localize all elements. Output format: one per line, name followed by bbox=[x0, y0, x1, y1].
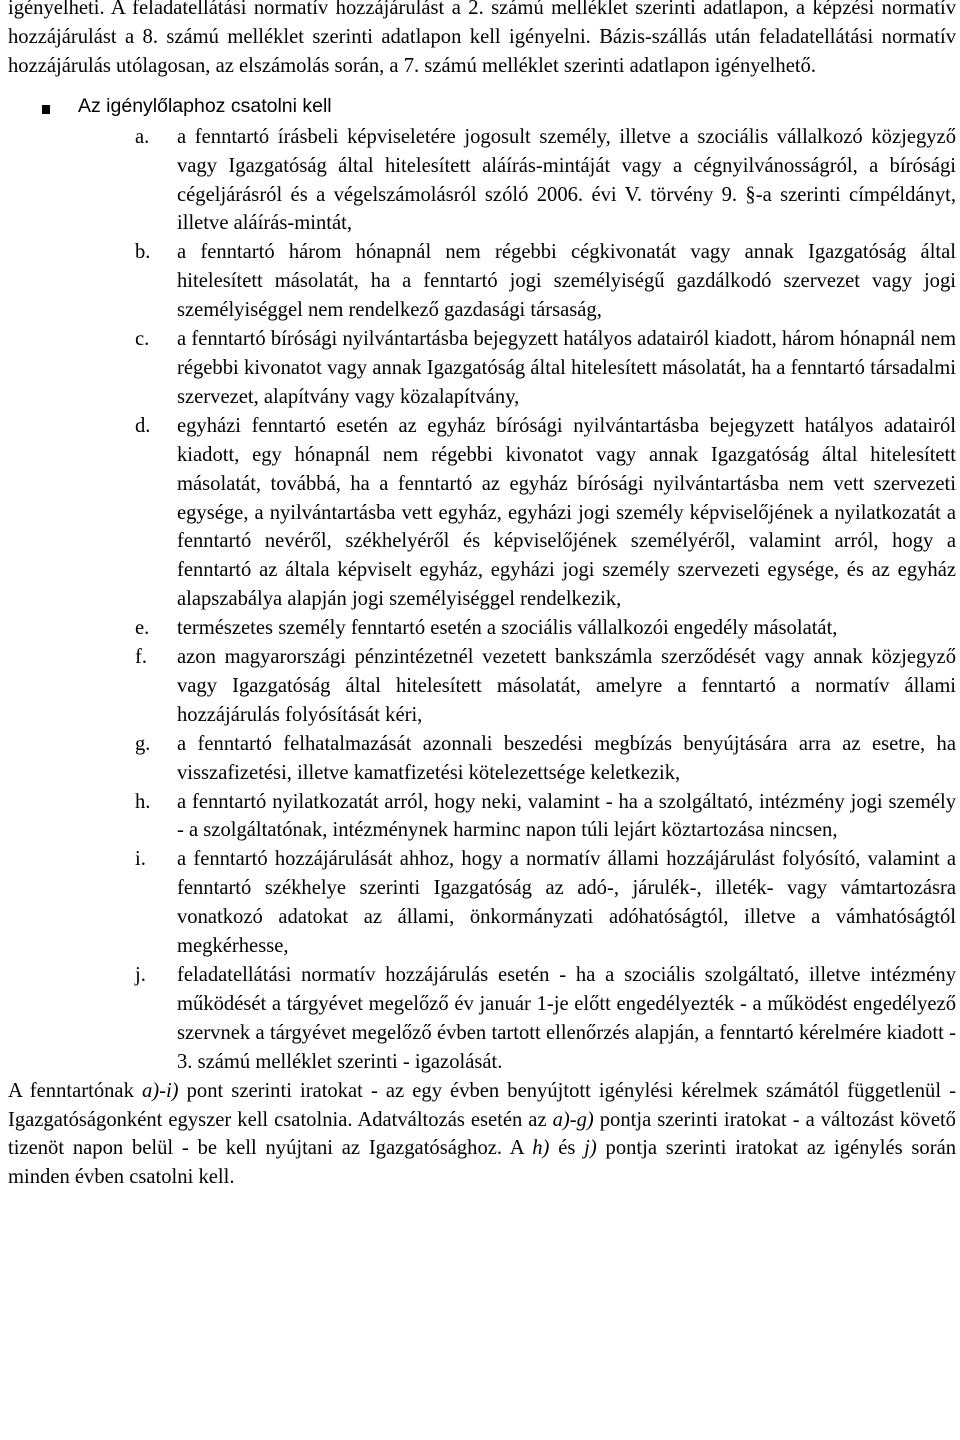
list-item-text: egyházi fenntartó esetén az egyház bírósági nyilvántartásba bejegyzett hatályos adatairól kiadott, egy hónapnál nem régebbi kivonatot vagy annak Igazgatóság által hitelesített másolatát, továbbá, ha a fenntartó az egyház bírósági nyilvántartásba nem vett szervezeti egysége, a nyilvántartásba vett egyház, egyházi jogi személy képviselőjének a nyilatkozatát a fenntartó nevéről, székhelyéről és képviselőjének személyéről, valamint arról, hogy a fenntartó az általa képviselt egyház, egyházi jogi személy szervezeti egysége, és az egyház alapszabálya alapján jogi személyiséggel rendelkezik, bbox=[177, 414, 956, 611]
point-reference: h) bbox=[532, 1137, 550, 1160]
list-item bbox=[8, 643, 956, 730]
square-bullet-icon bbox=[42, 105, 50, 114]
list-item-text: a fenntartó nyilatkozatát arról, hogy neki, valamint - ha a szolgáltató, intézmény jogi személy - a szolgáltatónak, intézménynek harminc napon túli lejárt köztartozása nincsen, bbox=[177, 790, 956, 842]
list-item-marker: c. bbox=[135, 328, 150, 351]
list-item-text: a fenntartó bírósági nyilvántartásba bejegyzett hatályos adatairól kiadott, három hónapnál nem régebbi kivonatot vagy annak Igazgatóság által hitelesített másolatát, ha a fenntartó társadalmi szervezet, alapítvány vagy közalapítvány, bbox=[177, 328, 956, 408]
list-item-marker: a. bbox=[135, 125, 150, 148]
list-item-marker: e. bbox=[135, 617, 150, 640]
list-item-text: feladatellátási normatív hozzájárulás esetén - ha a szociális szolgáltató, illetve intézmény működését a tárgyévet megelőző év január 1-je előtt engedélyezték - a működést engedélyező szervnek a tárgyévet megelőző évben tartott ellenőrzés alapján, a fenntartó kérelmére kiadott - 3. számú melléklet szerinti - igazolását. bbox=[177, 964, 956, 1073]
closing-text: pont szerinti iratokat - az egy évben benyújtott igénylési kérelmek számától függetlenül - Igazgatóságonként egyszer kell csatolnia. Adatváltozás esetén az bbox=[8, 1079, 956, 1131]
list-item-text: természetes személy fenntartó esetén a szociális vállalkozói engedély másolatát, bbox=[177, 617, 838, 640]
list-item bbox=[8, 730, 956, 788]
list-item-marker: j. bbox=[135, 964, 146, 986]
list-item-marker: i. bbox=[135, 848, 146, 871]
list-item bbox=[8, 961, 956, 1077]
list-item bbox=[8, 412, 956, 614]
intro-paragraph: igényelheti. A feladatellátási normatív hozzájárulást a 2. számú melléklet szerinti adatlapon, a képzési normatív hozzájárulást a 8. számú melléklet szerinti adatlapon kell igényelni. Bázis-szállás után feladatellátási normatív hozzájárulás utólagosan, az elszámolás során, a 7. számú melléklet szerinti adatlapon igényelhető. bbox=[8, 0, 956, 77]
list-item-marker: f. bbox=[135, 646, 148, 669]
list-item bbox=[8, 325, 956, 412]
attachments-heading: Az igénylőlaphoz csatolni kell bbox=[78, 94, 332, 117]
closing-text: pontja szerinti iratokat - a változást követő tizenöt napon belül - be kell nyújtani az Igazgatósághoz. A bbox=[8, 1108, 956, 1160]
list-item-text: azon magyarországi pénzintézetnél vezetett bankszámla szerződését vagy annak közjegyző vagy Igazgatóság által hitelesített másolatát, amelyre a fenntartó a normatív állami hozzájárulás folyósítását kéri, bbox=[177, 646, 956, 726]
list-item bbox=[8, 845, 956, 961]
list-item-text: a fenntartó hozzájárulását ahhoz, hogy a normatív állami hozzájárulást folyósító, valamint a fenntartó székhelye szerinti Igazgatóság az adó-, járulék-, illeték- vagy vámtartozásra vonatkozó adatokat az állami, önkormányzati adóhatóságtól, illetve a vámhatóságtól megkérhesse, bbox=[177, 848, 956, 958]
closing-text: és bbox=[549, 1137, 585, 1160]
list-item-text: a fenntartó három hónapnál nem régebbi cégkivonatát vagy annak Igazgatóság által hitelesített másolatát, ha a fenntartó jogi személyiségű gazdálkodó szervezet vagy jogi személyiséggel nem rendelkező gazdasági társaság, bbox=[177, 241, 956, 322]
closing-text: pontja szerinti iratokat az igénylés során minden évben csatolni kell. bbox=[8, 1137, 957, 1189]
list-item bbox=[8, 788, 956, 846]
point-reference: j) bbox=[584, 1137, 597, 1160]
point-reference: a)-i) bbox=[141, 1079, 179, 1102]
attachments-heading-line bbox=[8, 96, 956, 125]
attachments-list bbox=[8, 123, 956, 1077]
document-page bbox=[8, 0, 956, 1192]
closing-text: A fenntartónak bbox=[8, 1079, 142, 1102]
list-item bbox=[8, 238, 956, 325]
list-item-text: a fenntartó írásbeli képviseletére jogosult személy, illetve a szociális vállalkozó közjegyző vagy Igazgatóság által hitelesített aláírás-mintáját vagy a cégnyilvánosságról, a bírósági cégeljárásról és a végelszámolásról szóló 2006. évi V. törvény 9. §-a szerinti címpéldányt, illetve aláírás-mintát, bbox=[177, 125, 956, 235]
list-item-text: a fenntartó felhatalmazását azonnali beszedési megbízás benyújtására arra az esetre, ha visszafizetési, illetve kamatfizetési kötelezettsége keletkezik, bbox=[177, 732, 956, 784]
point-reference: a)-g) bbox=[552, 1108, 594, 1131]
list-item-marker: d. bbox=[135, 414, 151, 437]
list-item bbox=[8, 123, 956, 239]
list-item-marker: b. bbox=[135, 241, 151, 264]
list-item bbox=[8, 614, 956, 643]
list-item-marker: h. bbox=[135, 790, 151, 813]
list-item-marker: g. bbox=[135, 732, 151, 755]
closing-paragraph bbox=[8, 1077, 956, 1193]
